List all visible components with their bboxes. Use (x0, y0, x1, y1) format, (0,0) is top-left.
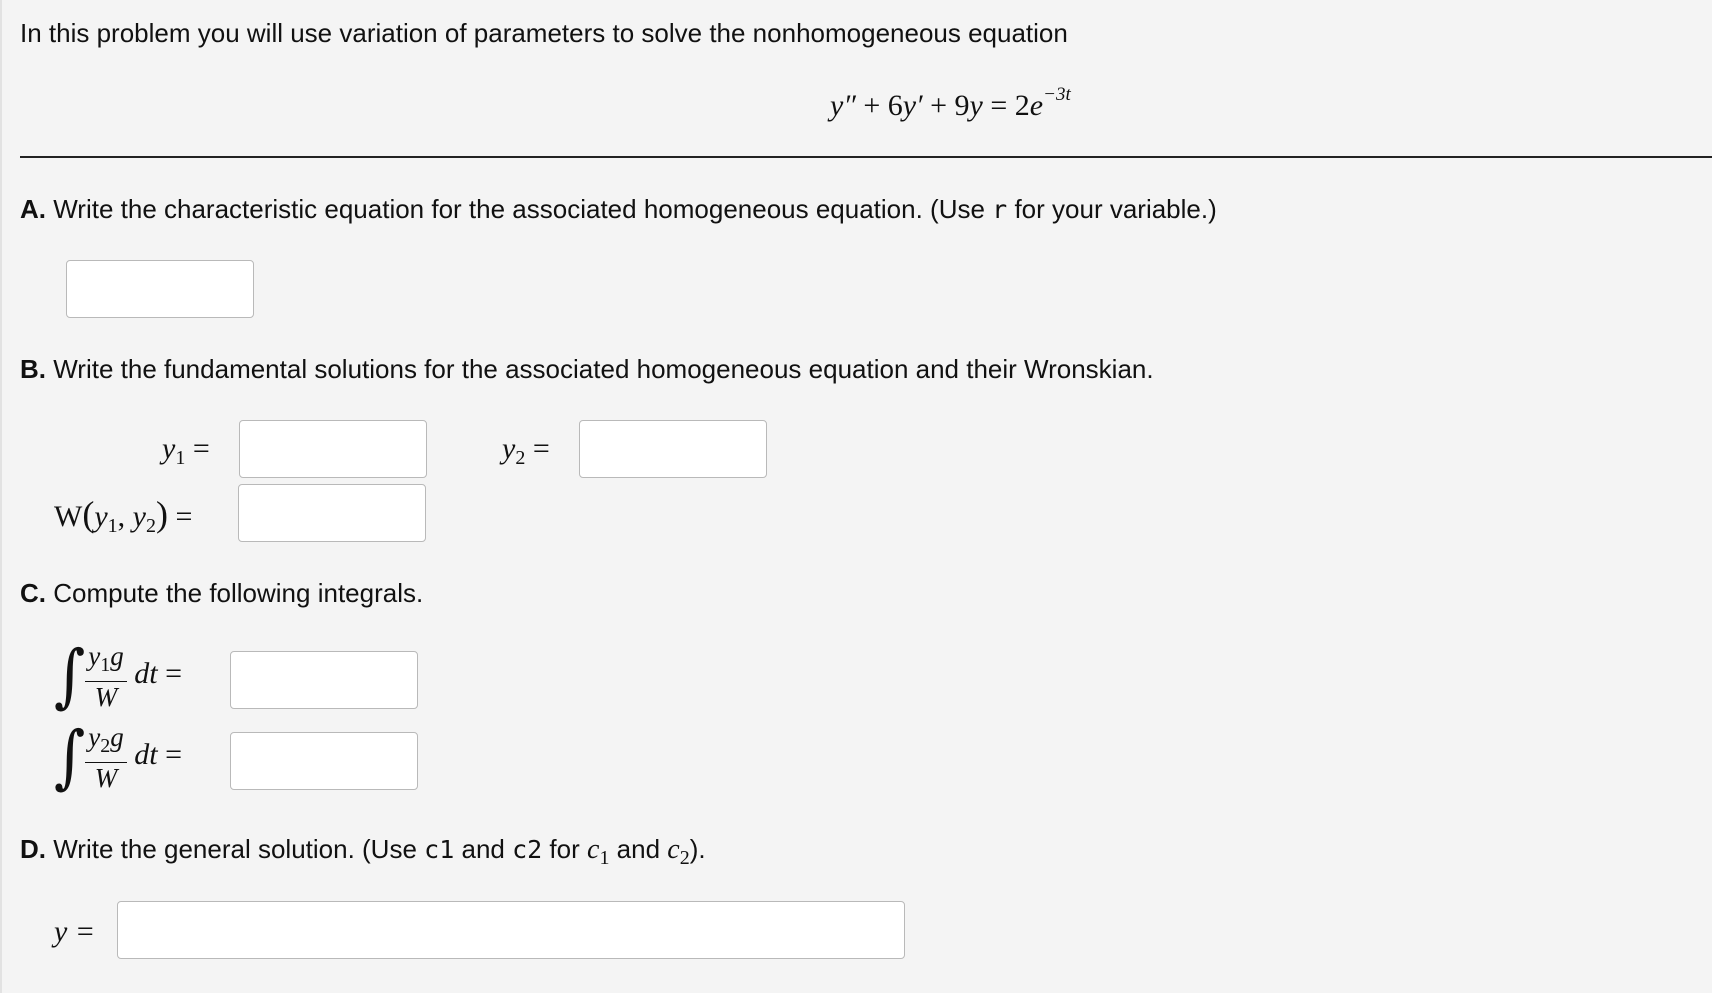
part-b-text: Write the fundamental solutions for the associated homogeneous equation and their Wronskian. (46, 354, 1154, 384)
integral-2-num-g: g (110, 722, 124, 752)
y2-equals: = (525, 432, 550, 465)
differential-equation (830, 84, 1071, 123)
integral-1-num-g: g (110, 641, 124, 671)
integral-2-num-y: y (88, 722, 101, 752)
y2-sub: 2 (515, 447, 526, 469)
characteristic-equation-input[interactable] (66, 260, 254, 318)
wronskian-w: W (54, 500, 83, 533)
wronskian-close-paren: ) (155, 494, 168, 534)
part-d-and-1: and (454, 834, 513, 864)
eq-e: e (1029, 89, 1044, 122)
part-d-c1-var: c (587, 834, 600, 865)
integral-1-num-sub: 1 (100, 654, 111, 676)
wronskian-y1: y (94, 500, 108, 533)
integral-2-num-sub: 2 (100, 735, 111, 757)
part-d-code-c2: c2 (512, 835, 543, 864)
wronskian-comma: , (117, 500, 133, 533)
part-d-text-end: ). (689, 834, 706, 864)
y1-label (162, 432, 210, 470)
divider (20, 156, 1712, 158)
y1-var: y (162, 432, 176, 465)
y1-equals: = (185, 432, 210, 465)
y2-input[interactable] (579, 420, 767, 478)
integral-1-input[interactable] (230, 651, 418, 709)
part-d-and-2: and (609, 834, 668, 864)
integral-1-equals: = (157, 656, 183, 690)
eq-exponent: −3t (1043, 84, 1071, 105)
integral-2-denominator: W (94, 763, 118, 793)
part-a-prompt (20, 194, 1217, 225)
general-solution-input[interactable] (117, 901, 905, 959)
wronskian-equals: = (167, 500, 193, 533)
part-d-c2-var: c (667, 834, 680, 865)
integral-1-dt: dt (126, 656, 158, 690)
integral-1-sign: ∫ (54, 635, 86, 717)
part-a-code: r (992, 195, 1008, 224)
wronskian-open-paren: ( (82, 494, 95, 534)
y2-label (502, 432, 550, 470)
integral-2-equals: = (157, 737, 183, 771)
part-d-c1-sub: 1 (599, 847, 610, 869)
integral-2-numerator (85, 721, 126, 763)
wronskian-s2: 2 (145, 515, 156, 537)
integral-2-fraction (85, 721, 126, 793)
integral-1-expression (54, 635, 183, 717)
wronskian-y2: y (132, 500, 146, 533)
eq-plus-9: + 9 (922, 89, 970, 122)
integral-1-num-y: y (88, 641, 101, 671)
integral-2-input[interactable] (230, 732, 418, 790)
part-d-letter: D. (20, 834, 46, 864)
integral-2-sign: ∫ (54, 716, 86, 798)
integral-1-denominator: W (94, 682, 118, 712)
part-d-for: for (542, 834, 587, 864)
part-d-prompt (20, 834, 706, 870)
part-b-prompt (20, 354, 1154, 385)
y1-input[interactable] (239, 420, 427, 478)
integral-1-fraction (85, 640, 126, 712)
eq-plus-6: + 6 (855, 89, 903, 122)
part-b-letter: B. (20, 354, 46, 384)
part-a-text: Write the characteristic equation for the associated homogeneous equation. (Use (46, 194, 993, 224)
integral-2-dt: dt (126, 737, 158, 771)
part-c-text: Compute the following integrals. (46, 578, 424, 608)
part-a-text-end: for your variable.) (1007, 194, 1217, 224)
eq-y: y (969, 89, 983, 122)
general-solution-label: y = (54, 915, 96, 948)
part-d-c2-sub: 2 (679, 847, 690, 869)
part-a-letter: A. (20, 194, 46, 224)
part-c-prompt (20, 578, 423, 609)
integral-2-expression (54, 716, 183, 798)
y2-var: y (502, 432, 516, 465)
y1-sub: 1 (175, 447, 186, 469)
part-d-text: Write the general solution. (Use (46, 834, 425, 864)
wronskian-s1: 1 (107, 515, 118, 537)
left-border (0, 0, 2, 993)
eq-y-prime: y′ (902, 89, 923, 122)
eq-y-double-prime: y″ (830, 89, 856, 122)
part-c-letter: C. (20, 578, 46, 608)
part-d-code-c1: c1 (424, 835, 455, 864)
wronskian-label (54, 493, 192, 538)
wronskian-input[interactable] (238, 484, 426, 542)
intro-text: In this problem you will use variation of parameters to solve the nonhomogeneous equation (20, 18, 1068, 48)
eq-equals-2: = 2 (982, 89, 1030, 122)
integral-1-numerator (85, 640, 126, 682)
